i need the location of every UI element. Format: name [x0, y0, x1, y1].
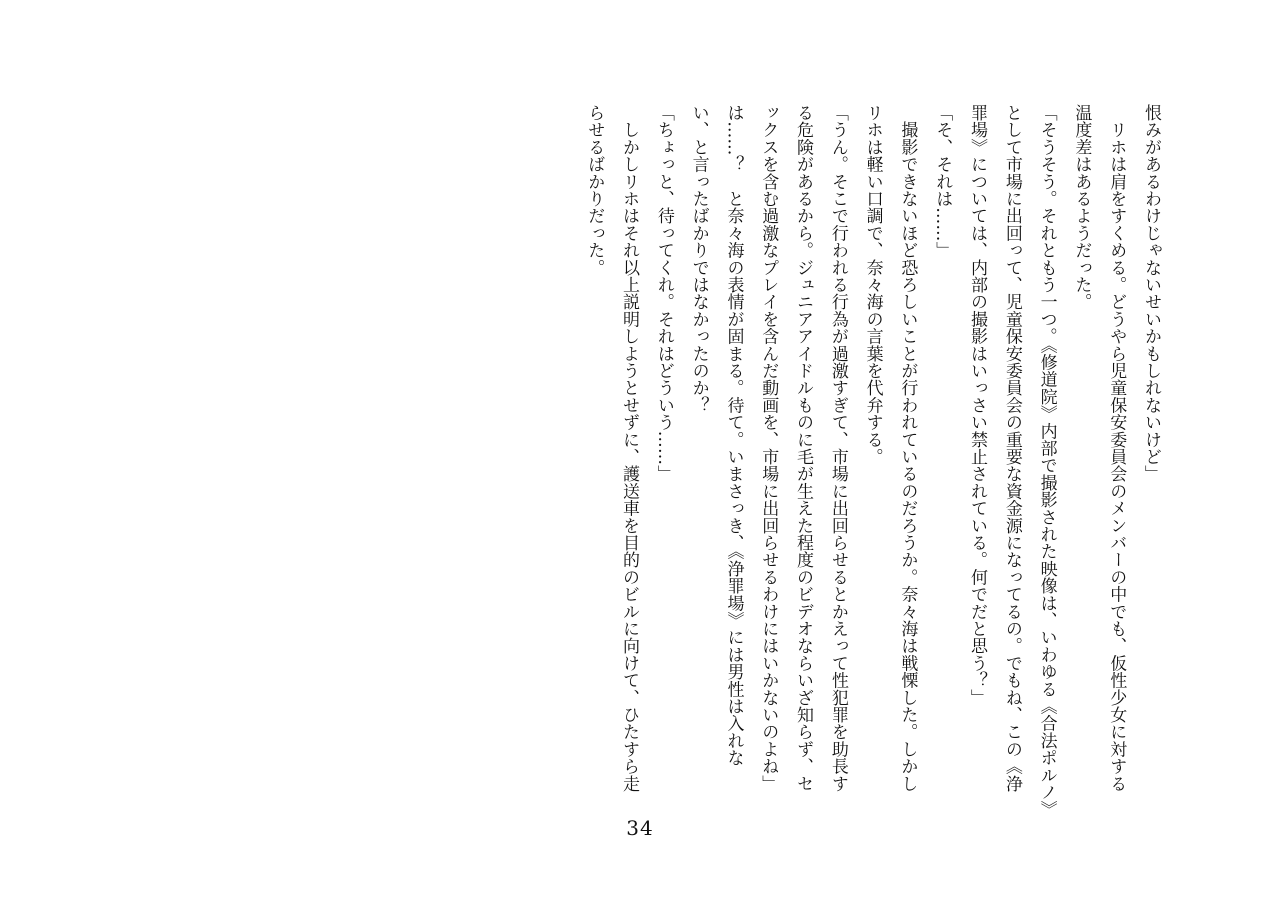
- text-line: しかしリホはそれ以上説明しようとせずに、護送車を目的のビルに向けて、ひたすら走: [619, 104, 640, 792]
- text-line: 「うん。そこで行われる行為が過激すぎて、市場に出回らせるとかえって性犯罪を助長す: [827, 104, 848, 792]
- text-line: リホは肩をすくめる。どうやら児童保安委員会のメンバーの中でも、仮性少女に対する: [1106, 104, 1127, 792]
- text-line: る危険があるから。ジュニアアイドルものに毛が生えた程度のビデオならいざ知らず、セ: [793, 104, 814, 792]
- page-number: 34: [626, 816, 654, 840]
- text-line: リホは軽い口調で、奈々海の言葉を代弁する。: [862, 104, 883, 466]
- text-line: として市場に出回って、児童保安委員会の重要な資金源になってるの。でもね、この《浄: [1001, 104, 1022, 792]
- text-line: 「ちょっと、待ってくれ。それはどういう……」: [653, 104, 674, 483]
- text-line: らせるばかりだった。: [584, 104, 605, 276]
- text-line: い、と言ったばかりではなかったのか？: [688, 104, 709, 414]
- text-line: 「そ、それは……」: [932, 104, 953, 259]
- text-line: 罪場》については、内部の撮影はいっさい禁止されている。何でだと思う？」: [967, 104, 988, 706]
- text-line: は……？ と奈々海の表情が固まる。待て。いまさっき、《浄罪場》には男性は入れな: [723, 104, 744, 767]
- text-line: 「そうそう。それともう一つ。《修道院》内部で撮影された映像は、いわゆる《合法ポルノ》: [1036, 104, 1057, 818]
- text-line: ックスを含む過激なプレイを含んだ動画を、市場に出回らせるわけにはいかないのよね」: [758, 104, 779, 792]
- text-line: 撮影できないほど恐ろしいことが行われているのだろうか。奈々海は戦慄した。しかし: [897, 104, 918, 792]
- vertical-text-block: [576, 104, 1168, 824]
- text-line: 温度差はあるようだった。: [1071, 104, 1092, 311]
- text-line: 恨みがあるわけじゃないせいかもしれないけど」: [1141, 104, 1161, 483]
